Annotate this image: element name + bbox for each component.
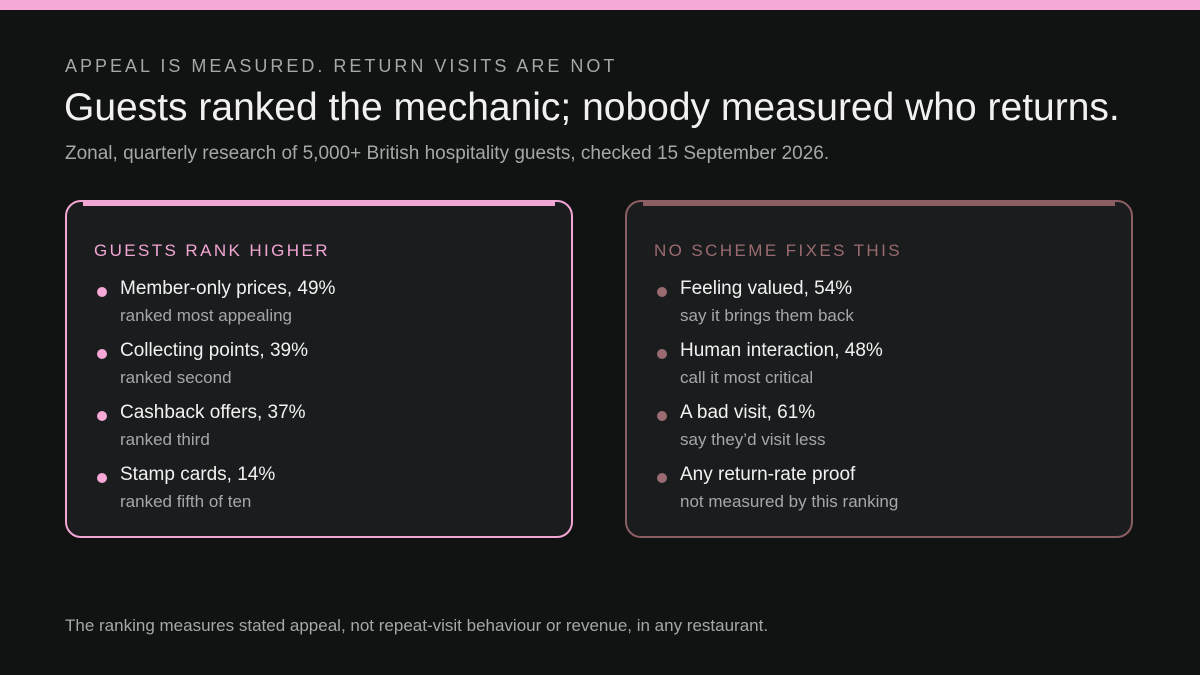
item-caption: ranked second <box>120 368 232 387</box>
item-title: Stamp cards, 14% <box>120 464 276 485</box>
item-caption: ranked fifth of ten <box>120 492 252 511</box>
item-title: Human interaction, 48% <box>680 340 883 361</box>
card-accent-bar <box>643 201 1115 206</box>
item-caption: call it most critical <box>680 368 814 387</box>
page-title: Guests ranked the mechanic; nobody measured who returns. <box>64 86 1120 129</box>
guests-rank-card <box>65 200 573 538</box>
item-title: Any return-rate proof <box>680 464 856 485</box>
bullet-icon <box>657 349 667 359</box>
card-accent-bar <box>83 201 555 206</box>
item-title: Member-only prices, 49% <box>120 278 336 299</box>
bullet-icon <box>657 411 667 421</box>
page-subtitle: Zonal, quarterly research of 5,000+ British hospitality guests, checked 15 September 2026. <box>65 143 830 164</box>
bullet-icon <box>97 411 107 421</box>
item-title: Feeling valued, 54% <box>680 278 853 299</box>
bullet-icon <box>97 473 107 483</box>
card-heading: GUESTS RANK HIGHER <box>94 241 330 260</box>
bullet-icon <box>97 287 107 297</box>
item-title: A bad visit, 61% <box>680 402 816 423</box>
bullet-icon <box>97 349 107 359</box>
item-caption: ranked third <box>120 430 210 449</box>
bullet-icon <box>657 473 667 483</box>
bullet-icon <box>657 287 667 297</box>
item-title: Cashback offers, 37% <box>120 402 306 423</box>
footnote: The ranking measures stated appeal, not repeat-visit behaviour or revenue, in any restaurant. <box>65 616 769 635</box>
item-caption: not measured by this ranking <box>680 492 899 511</box>
no-scheme-card <box>625 200 1133 538</box>
item-caption: say it brings them back <box>680 306 854 325</box>
item-caption: ranked most appealing <box>120 306 293 325</box>
item-caption: say they’d visit less <box>680 430 826 449</box>
kicker: APPEAL IS MEASURED. RETURN VISITS ARE NOT <box>65 56 618 76</box>
card-heading: NO SCHEME FIXES THIS <box>654 241 902 260</box>
top-accent-bar <box>0 0 1200 10</box>
item-title: Collecting points, 39% <box>120 340 308 361</box>
